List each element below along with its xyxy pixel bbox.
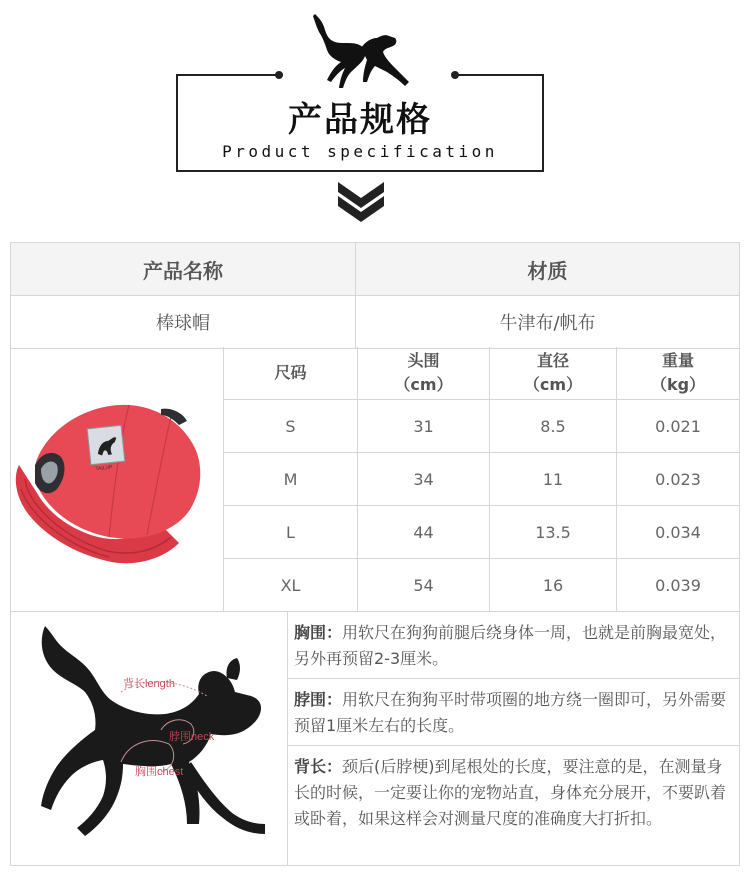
table-row bbox=[224, 453, 739, 506]
spec-table bbox=[10, 242, 740, 349]
table-row bbox=[224, 506, 739, 559]
head-cell: 34 bbox=[358, 453, 490, 505]
cap-image bbox=[11, 347, 224, 611]
spec-value-row bbox=[11, 296, 739, 348]
spec-header-row bbox=[11, 243, 739, 296]
weight-cell: 0.034 bbox=[655, 522, 701, 542]
diameter-cell: 8.5 bbox=[490, 400, 617, 452]
note-text: 用软尺在狗狗平时带项圈的地方绕一圈即可，另外需要预留1厘米左右的长度。 bbox=[294, 690, 727, 735]
measurement-notes bbox=[288, 612, 739, 865]
dog-label-chest: 胸围chest bbox=[135, 766, 184, 778]
baseball-cap-image bbox=[11, 347, 223, 612]
col-head-circumference: 头围 （cm） bbox=[358, 347, 490, 399]
page-title: 产品规格 bbox=[288, 100, 432, 140]
dog-measure-diagram bbox=[11, 612, 288, 865]
weight-cell: 0.039 bbox=[655, 575, 701, 595]
head-cell: 31 bbox=[358, 400, 490, 452]
size-table-header bbox=[224, 347, 739, 400]
col-weight: 重量 （kg） bbox=[650, 351, 706, 394]
head-cell: 54 bbox=[358, 559, 490, 611]
diameter-cell: 13.5 bbox=[490, 506, 617, 558]
size-cell: L bbox=[224, 506, 358, 558]
size-cell: M bbox=[224, 453, 358, 505]
note-key: 背长： bbox=[294, 757, 343, 776]
cap-badge-text: TAILUP bbox=[95, 464, 113, 473]
size-cell: XL bbox=[224, 559, 358, 611]
note-key: 脖围： bbox=[294, 690, 343, 709]
col-diameter: 直径 （cm） bbox=[490, 347, 617, 399]
spec-header bbox=[0, 0, 750, 230]
double-chevron-down-icon bbox=[336, 180, 386, 222]
diameter-cell: 11 bbox=[490, 453, 617, 505]
weight-cell: 0.023 bbox=[655, 469, 701, 489]
page-subtitle: Product specification bbox=[222, 142, 498, 161]
note-chest bbox=[288, 612, 739, 679]
frame-dot-right bbox=[451, 71, 459, 79]
spec-header-product: 产品名称 bbox=[11, 243, 356, 295]
table-row bbox=[224, 559, 739, 611]
head-cell: 44 bbox=[358, 506, 490, 558]
table-row bbox=[224, 400, 739, 453]
col-size: 尺码 bbox=[224, 347, 358, 399]
dog-silhouette-icon bbox=[305, 8, 415, 100]
note-text: 颈后(后脖梗)到尾根处的长度，要注意的是，在测量身长的时候，一定要让你的宠物站直，身体充分展开，不要趴着或卧着，如果这样会对测量尺度的准确度大打折扣。 bbox=[294, 757, 727, 828]
note-text: 用软尺在狗狗前腿后绕身体一周，也就是前胸最宽处，另外再预留2-3厘米。 bbox=[294, 623, 727, 668]
weight-cell: 0.021 bbox=[655, 416, 701, 436]
note-key: 胸围： bbox=[294, 623, 343, 642]
note-neck bbox=[288, 679, 739, 746]
size-section bbox=[10, 347, 740, 612]
measurement-guide bbox=[10, 612, 740, 866]
diameter-cell: 16 bbox=[490, 559, 617, 611]
size-table bbox=[224, 347, 739, 611]
frame-dot-left bbox=[275, 71, 283, 79]
spec-product-name: 棒球帽 bbox=[11, 296, 356, 348]
dog-label-length: 背长length bbox=[123, 678, 175, 690]
spec-header-material: 材质 bbox=[527, 258, 568, 283]
note-back-length bbox=[288, 746, 739, 865]
size-cell: S bbox=[224, 400, 358, 452]
spec-material: 牛津布/帆布 bbox=[499, 313, 596, 334]
dog-measure-illustration bbox=[11, 612, 287, 866]
dog-label-neck: 脖围neck bbox=[169, 731, 215, 743]
